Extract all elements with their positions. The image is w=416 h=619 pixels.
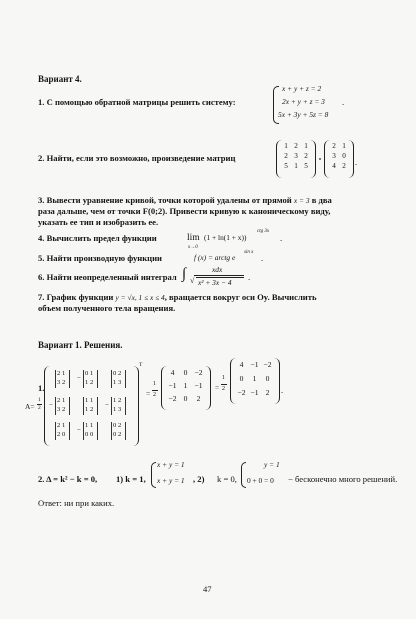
- determinant-bar: [55, 422, 56, 440]
- result-matrix-2-cell: 4: [239, 360, 244, 369]
- coef1-den: 2: [153, 392, 156, 398]
- sys1-eq2: x + y = 1: [157, 476, 185, 485]
- problem6-period: .: [248, 272, 251, 282]
- solution1-label: 1.: [38, 383, 45, 393]
- matrix-b-cell: 2: [332, 142, 336, 150]
- problem5-text: 5. Найти производную функции: [38, 253, 163, 263]
- determinant-bar: [83, 397, 84, 415]
- sqrt-sign: √: [190, 276, 195, 285]
- minus-sign: −: [49, 401, 53, 409]
- result-matrix-2-cell: −2: [263, 360, 272, 369]
- matrix-a-cell: 5: [304, 162, 308, 170]
- integral-sign: ∫: [182, 266, 187, 282]
- integral-numerator: xdx: [212, 265, 223, 274]
- problem1-text: 1. С помощью обратной матрицы решить систему:: [38, 97, 236, 107]
- determinant-bar: [69, 422, 70, 440]
- equals-sign-2: =: [215, 383, 220, 392]
- limit-power: ctg 3x: [257, 229, 270, 234]
- problem3-line2: раза дальше, чем от точки F(0;2). Привести кривую к каноническому виду,: [38, 206, 331, 216]
- minor-row: 0 2: [113, 370, 122, 377]
- function-expression: f (x) = arctg e: [194, 253, 236, 262]
- minor-row: 0 1: [85, 370, 94, 377]
- matrix-a-label: A=: [25, 402, 35, 411]
- determinant-bar: [111, 422, 112, 440]
- determinant-bar: [69, 370, 70, 388]
- result-matrix-1-cell: 4: [170, 368, 175, 377]
- solution2-case2: k = 0,: [217, 474, 237, 484]
- minor-row: 1 2: [113, 397, 122, 404]
- result-matrix-2-cell: 0: [239, 374, 244, 383]
- minor-row: 1 2: [85, 406, 94, 413]
- determinant-bar: [69, 397, 70, 415]
- solution2-case1: 1) k = 1,: [116, 474, 146, 484]
- result-matrix-1-cell: 2: [196, 394, 201, 403]
- problem4-period: .: [280, 233, 283, 243]
- problem1-period: .: [342, 97, 345, 107]
- minus-sign: −: [77, 374, 81, 382]
- sys2-eq1: y = 1: [264, 460, 280, 469]
- result-matrix-2-cell: 2: [265, 388, 270, 397]
- matrix-b-cell: 3: [332, 152, 336, 160]
- minor-row: 3 2: [57, 379, 66, 386]
- determinant-bar: [111, 370, 112, 388]
- result-matrix-2-cell: 1: [252, 374, 257, 383]
- minor-row: 0 2: [113, 422, 122, 429]
- determinant-bar: [97, 397, 98, 415]
- result-matrix-1: [166, 368, 205, 403]
- matrix-a-cell: 3: [294, 152, 298, 160]
- minor-row: 0 0: [85, 431, 94, 438]
- problem5-period: .: [261, 253, 264, 263]
- result-matrix-1-cell: −1: [168, 381, 177, 390]
- minor-row: 2 1: [57, 397, 66, 404]
- function-power: sin x: [244, 250, 254, 255]
- problem7-line2: объем полученного тела вращения.: [38, 303, 176, 313]
- problem2-period: .: [355, 157, 358, 167]
- coef2-line: [221, 384, 227, 385]
- result-matrix-2: [235, 360, 274, 397]
- solution2-mid: , 2): [193, 474, 205, 484]
- minor-row: 0 2: [113, 431, 122, 438]
- minor-row: 1 1: [85, 397, 94, 404]
- coef2-den: 2: [222, 386, 225, 392]
- determinant-bar: [125, 422, 126, 440]
- a-coef-den: 2: [38, 405, 41, 411]
- determinant-bar: [111, 397, 112, 415]
- minor-row: 1 3: [113, 379, 122, 386]
- problem7-line1-wrap: [38, 292, 317, 302]
- problem6-text: 6. Найти неопределенный интеграл: [38, 272, 177, 282]
- problem3-line-condition: x = 3: [293, 196, 310, 205]
- matrix-b-cell: 0: [342, 152, 346, 160]
- answer-line: Ответ: ни при каких.: [38, 498, 115, 508]
- system-eq2: 2x + y + z = 3: [282, 97, 325, 106]
- variant4-title: Вариант 4.: [38, 74, 82, 84]
- integral-denominator: x² + 3x − 4: [198, 278, 232, 287]
- matrix-b-right-paren: [348, 140, 354, 178]
- sys2-eq2: 0 + 0 = 0: [247, 476, 274, 485]
- sys1-eq1: x + y = 1: [157, 460, 185, 469]
- result-matrix-2-cell: −1: [250, 388, 259, 397]
- determinant-bar: [125, 370, 126, 388]
- limit-subscript: x→0: [188, 245, 198, 250]
- minor-row: 3 2: [57, 406, 66, 413]
- system-eq3: 5x + 3y + 5z = 8: [278, 110, 329, 119]
- matrix-a-cell: 1: [284, 142, 288, 150]
- solution1-period: .: [281, 385, 284, 395]
- determinant-bar: [55, 397, 56, 415]
- matrix-a-cell: 2: [284, 152, 288, 160]
- problem7-function: y = √x, 1 ≤ x ≤ 4: [115, 293, 165, 302]
- result-matrix-2-cell: 0: [265, 374, 270, 383]
- matrix-a-cell: 1: [294, 162, 298, 170]
- minus-sign: −: [77, 426, 81, 434]
- multiply-dot: [319, 158, 321, 160]
- variant1-title: Вариант 1. Решения.: [38, 340, 123, 350]
- problem3-line1-end: в два: [311, 195, 332, 205]
- result-matrix-1-cell: 0: [183, 368, 188, 377]
- problem2-text: 2. Найти, если это возможно, произведение матриц: [38, 153, 236, 163]
- problem4-text: 4. Вычислить предел функции: [38, 233, 157, 243]
- determinant-bar: [97, 370, 98, 388]
- coef1-line: [152, 390, 158, 391]
- matrix-a-cell: 2: [294, 142, 298, 150]
- minor-row: 1 3: [113, 406, 122, 413]
- result-matrix-2-cell: −2: [237, 388, 246, 397]
- coef2-num: 1: [222, 375, 225, 381]
- determinant-bar: [83, 422, 84, 440]
- matrix-b-cell: 4: [332, 162, 336, 170]
- coef1-num: 1: [153, 381, 156, 387]
- minor-row: 2 1: [57, 370, 66, 377]
- minus-sign: −: [105, 401, 109, 409]
- minor-row: 1 1: [85, 422, 94, 429]
- limit-symbol: lim: [187, 233, 200, 243]
- minor-row: 2 1: [57, 422, 66, 429]
- m1-right-paren: [205, 366, 211, 410]
- m2-right-paren: [274, 358, 280, 404]
- limit-expression: (1 + ln(1 + x)): [204, 233, 247, 242]
- result-matrix-1-cell: −1: [194, 381, 203, 390]
- problem3-line1-wrap: [38, 195, 332, 205]
- transpose-mark: T: [139, 362, 143, 368]
- minor-row: 2 0: [57, 431, 66, 438]
- minor-row: 1 2: [85, 379, 94, 386]
- result-matrix-1-cell: −2: [168, 394, 177, 403]
- problem7-line1-start: 7. График функции: [38, 292, 114, 302]
- problem3-line3: указать ее тип и изобразить ее.: [38, 217, 159, 227]
- determinant-bar: [97, 422, 98, 440]
- matrix-b: [329, 142, 349, 170]
- matrix-a-cell: 1: [304, 142, 308, 150]
- matrix-b-cell: 1: [342, 142, 346, 150]
- result-matrix-1-cell: 0: [183, 394, 188, 403]
- determinant-bar: [125, 397, 126, 415]
- problem3-line1: 3. Вывести уравнение кривой, точки которой удалены от прямой: [38, 195, 292, 205]
- determinant-bar: [55, 370, 56, 388]
- minors-right-paren: [132, 366, 139, 446]
- problem7-line1-end: , вращается вокруг оси Oy. Вычислить: [164, 292, 317, 302]
- system-eq1: x + y + z = 2: [282, 84, 322, 93]
- result-matrix-2-cell: −1: [250, 360, 259, 369]
- result-matrix-1-cell: −2: [194, 368, 203, 377]
- matrix-a-cell: 2: [304, 152, 308, 160]
- matrix-a-cell: 5: [284, 162, 288, 170]
- sys2-brace: [241, 462, 246, 488]
- sys1-brace: [151, 462, 156, 488]
- matrix-b-cell: 2: [342, 162, 346, 170]
- solution2-result: − бесконечно много решений.: [288, 474, 398, 484]
- result-matrix-1-cell: 1: [183, 381, 188, 390]
- matrix-a-right-paren: [310, 140, 316, 178]
- equals-sign-1: =: [146, 389, 151, 398]
- page-number: 47: [203, 584, 212, 594]
- solution2-lead: 2. Δ = k² − k = 0,: [38, 474, 98, 484]
- a-coef-num: 1: [38, 397, 41, 403]
- fraction-line: [194, 275, 244, 276]
- matrix-a: [281, 142, 311, 170]
- determinant-bar: [83, 370, 84, 388]
